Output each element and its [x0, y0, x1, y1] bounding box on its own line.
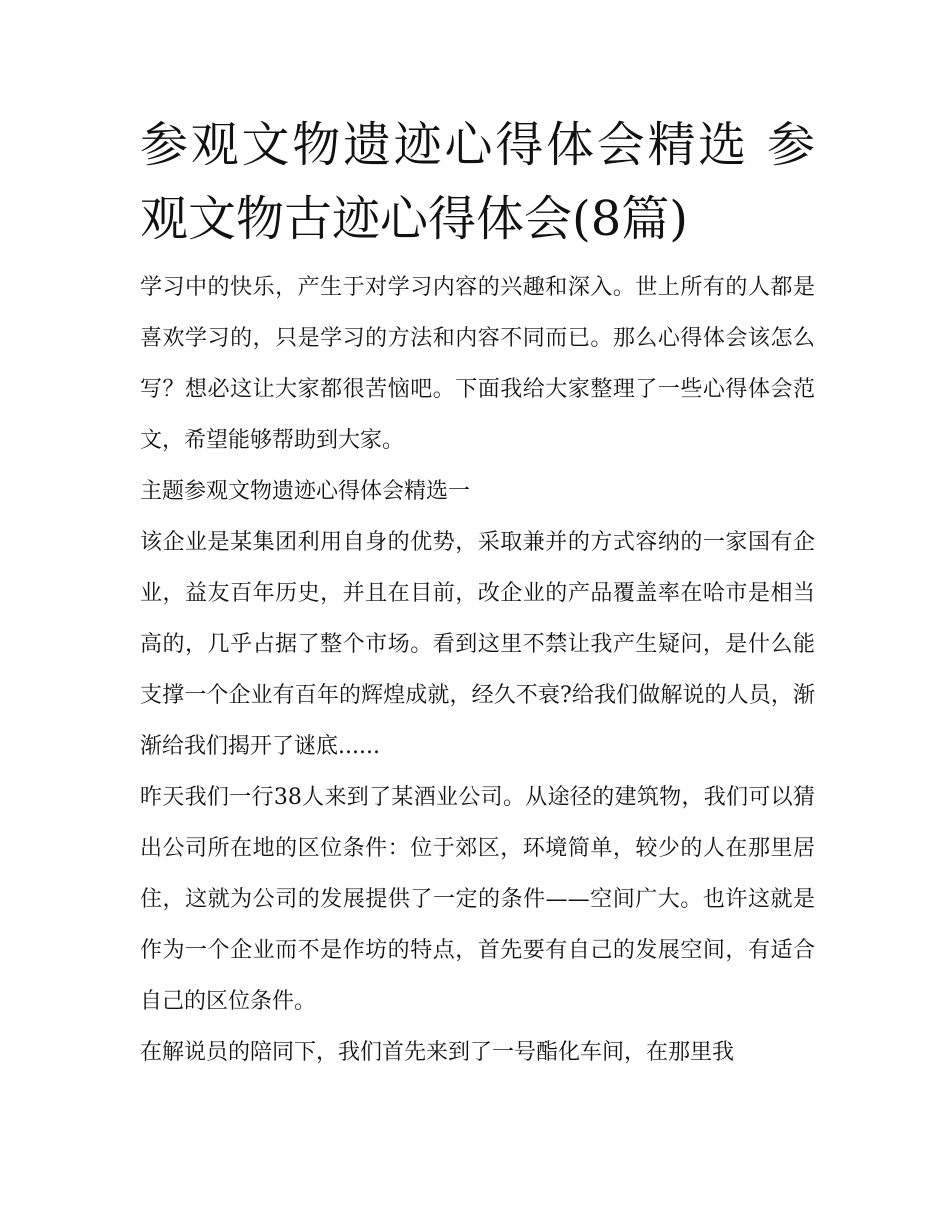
body-paragraph-3: 在解说员的陪同下，我们首先来到了一号酯化车间，在那里我: [140, 1040, 735, 1065]
document-title: 参观文物遗迹心得体会精选 参观文物古迹心得体会(8篇): [140, 117, 815, 247]
section-heading: 主题参观文物遗迹心得体会精选一: [140, 479, 471, 504]
document-content: [140, 108, 815, 1078]
body-paragraph-2: 昨天我们一行38人来到了某酒业公司。从途径的建筑物，我们可以猜出公司所在地的区位条件：位于郊区，环境简单，较少的人在那里居住，这就为公司的发展提供了一定的条件——空间广大。也许这就是作为一个企业而不是作坊的特点，首先要有自己的发展空间，有适合自己的区位条件。: [140, 785, 815, 1014]
intro-paragraph: 学习中的快乐，产生于对学习内容的兴趣和深入。世上所有的人都是喜欢学习的，只是学习的方法和内容不同而已。那么心得体会该怎么写？想必这让大家都很苦恼吧。下面我给大家整理了一些心得体会范文，希望能够帮助到大家。: [140, 275, 815, 453]
body-paragraph-1: 该企业是某集团利用自身的优势，采取兼并的方式容纳的一家国有企业，益友百年历史，并且在目前，改企业的产品覆盖率在哈市是相当高的，几乎占据了整个市场。看到这里不禁让我产生疑问，是什么能支撑一个企业有百年的辉煌成就，经久不衰?给我们做解说的人员，渐渐给我们揭开了谜底......: [140, 530, 815, 759]
